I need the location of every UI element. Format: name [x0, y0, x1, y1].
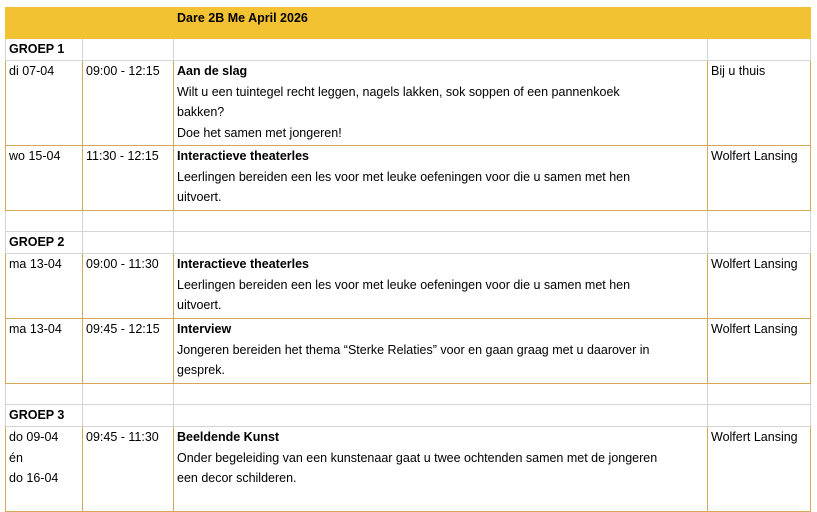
date-cell: [6, 61, 83, 146]
empty-cell: [174, 211, 708, 232]
activity-description: bakken?: [177, 105, 225, 119]
activity-cell: [174, 61, 708, 146]
location-cell: Wolfert Lansing: [708, 427, 811, 512]
date-line: do 09-04: [9, 430, 59, 444]
empty-cell: [174, 232, 708, 254]
header-cell-time: [83, 8, 174, 39]
time-cell: 09:00 - 12:15: [83, 61, 174, 146]
empty-cell: [174, 384, 708, 405]
activity-title: Beeldende Kunst: [177, 430, 280, 444]
activity-row: [6, 146, 811, 211]
time-cell: 11:30 - 12:15: [83, 146, 174, 211]
page-title: Dare 2B Me April 2026: [174, 8, 708, 39]
date-line: ma 13-04: [9, 257, 62, 271]
group-label: GROEP 3: [6, 405, 83, 427]
empty-cell: [174, 39, 708, 61]
location-cell: Wolfert Lansing: [708, 319, 811, 384]
activity-description: uitvoert.: [177, 190, 222, 204]
activity-description: Wilt u een tuintegel recht leggen, nagels lakken, sok soppen of een pannenkoek: [177, 84, 620, 99]
activity-title: Aan de slag: [177, 64, 248, 78]
location-cell: Wolfert Lansing: [708, 254, 811, 319]
group-row: [6, 232, 811, 254]
date-cell: [6, 319, 83, 384]
date-line: ma 13-04: [9, 322, 62, 336]
empty-cell: [708, 405, 811, 427]
time-cell: 09:45 - 11:30: [83, 427, 174, 512]
empty-cell: [83, 232, 174, 254]
empty-cell: [6, 211, 83, 232]
activity-cell: [174, 319, 708, 384]
activity-description: Onder begeleiding van een kunstenaar gaat u twee ochtenden samen met de jongeren: [177, 450, 658, 465]
activity-row: [6, 319, 811, 384]
empty-cell: [174, 405, 708, 427]
activity-cell: [174, 254, 708, 319]
date-cell: [6, 254, 83, 319]
header-row: [6, 8, 811, 39]
empty-cell: [83, 384, 174, 405]
header-cell-location: [708, 8, 811, 39]
group-row: [6, 39, 811, 61]
group-label: GROEP 1: [6, 39, 83, 61]
date-line: én: [9, 450, 23, 465]
activity-description: Doe het samen met jongeren!: [177, 125, 342, 140]
empty-cell: [708, 232, 811, 254]
activity-description: een decor schilderen.: [177, 471, 297, 485]
activity-row: [6, 61, 811, 146]
activity-description: Jongeren bereiden het thema “Sterke Relaties” voor en gaan graag met u daarover in: [177, 342, 650, 357]
empty-cell: [6, 384, 83, 405]
activity-title: Interactieve theaterles: [177, 257, 310, 271]
date-cell: [6, 427, 83, 512]
empty-cell: [708, 39, 811, 61]
activity-description: Leerlingen bereiden een les voor met leuke oefeningen voor die u samen met hen: [177, 277, 631, 292]
activity-cell: [174, 146, 708, 211]
date-line: wo 15-04: [9, 149, 61, 163]
spacer-row: [6, 384, 811, 405]
empty-cell: [83, 405, 174, 427]
time-cell: 09:45 - 12:15: [83, 319, 174, 384]
activity-row: [6, 427, 811, 512]
location-cell: Wolfert Lansing: [708, 146, 811, 211]
header-cell-date: [6, 8, 83, 39]
spacer-row: [6, 211, 811, 232]
empty-cell: [708, 211, 811, 232]
activity-title: Interview: [177, 322, 232, 336]
date-line: di 07-04: [9, 64, 55, 78]
activity-description: uitvoert.: [177, 298, 222, 312]
group-label: GROEP 2: [6, 232, 83, 254]
activity-description: Leerlingen bereiden een les voor met leuke oefeningen voor die u samen met hen: [177, 169, 631, 184]
empty-cell: [83, 211, 174, 232]
time-cell: 09:00 - 11:30: [83, 254, 174, 319]
location-cell: Bij u thuis: [708, 61, 811, 146]
activity-description: gesprek.: [177, 363, 225, 377]
date-line: do 16-04: [9, 471, 59, 485]
date-cell: [6, 146, 83, 211]
empty-cell: [83, 39, 174, 61]
group-row: [6, 405, 811, 427]
empty-cell: [708, 384, 811, 405]
schedule-table: [5, 7, 811, 512]
activity-row: [6, 254, 811, 319]
activity-cell: [174, 427, 708, 512]
activity-title: Interactieve theaterles: [177, 149, 310, 163]
